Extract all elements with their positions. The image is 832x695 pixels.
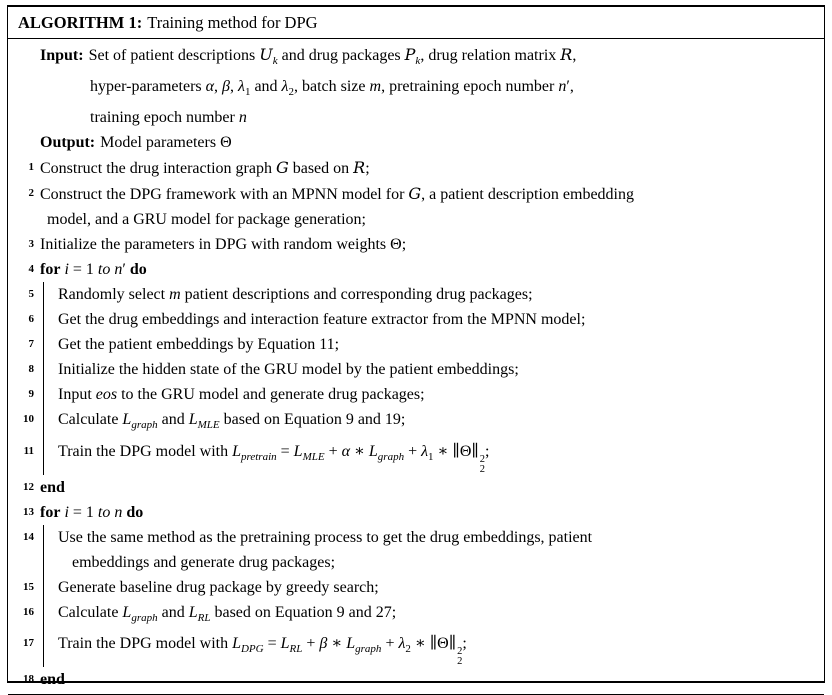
algo-line-3: [14, 232, 818, 257]
line-number: 18: [23, 673, 34, 686]
algo-line-6: [14, 307, 818, 332]
line-text: Use the same method as the pretraining process to get the drug embeddings, patient: [43, 525, 818, 550]
input-line-1: [40, 42, 818, 74]
line-text: end: [40, 478, 65, 496]
line-text: Train the DPG model with $L_{pretrain} = L_{MLE} + \alpha$ ∗ $L_{graph} + \lambda_1$ ∗ ∥Θ∥ 2 2 ;: [43, 439, 818, 475]
algo-line-10: [14, 407, 818, 438]
line-text: Randomly select m patient descriptions and corresponding drug packages;: [43, 282, 818, 307]
line-number: 10: [23, 413, 34, 426]
line-text: for i = 1 to n′ do: [40, 261, 147, 279]
line-number: 6: [28, 313, 34, 326]
input-text-1: Set of patient descriptions $U_k$ and drug packages $P_k$, drug relation matrix R,: [88, 45, 577, 68]
line-text: for i = 1 to n do: [40, 503, 144, 521]
line-text: Generate baseline drug package by greedy search;: [43, 575, 818, 600]
line-text: Get the drug embeddings and interaction feature extractor from the MPNN model;: [43, 307, 818, 332]
line-number: 9: [28, 388, 34, 401]
algo-line-1: [14, 155, 818, 181]
line-text: Initialize the parameters in DPG with random weights Θ;: [40, 236, 407, 254]
line-text: Calculate $L_{graph}$ and $L_{MLE}$ based on Equation 9 and 19;: [43, 407, 818, 438]
line-number: [14, 550, 34, 575]
algorithm-title: Training method for DPG: [147, 13, 318, 32]
line-number: 12: [23, 480, 34, 493]
line-number: 3: [28, 238, 34, 251]
line-number: [14, 207, 34, 232]
io-block: [40, 42, 818, 155]
algo-line-11: [14, 439, 818, 475]
input-label: Input:: [40, 47, 84, 64]
input-line-2: hyper-parameters α, β, $\lambda_1$ and $\lambda_2$, batch size m, pretraining epoch number n′,: [90, 78, 574, 99]
line-text: Get the patient embeddings by Equation 11;: [43, 332, 818, 357]
algo-line-2-cont: [14, 207, 818, 232]
algo-line-14: [14, 525, 818, 550]
line-number: 14: [23, 530, 34, 543]
line-text: Calculate $L_{graph}$ and $L_{RL}$ based on Equation 9 and 27;: [43, 600, 818, 631]
line-text: end: [40, 671, 65, 689]
algo-line-4-for: [14, 257, 818, 282]
algo-line-16: [14, 600, 818, 631]
output-line: [40, 130, 818, 155]
algorithm-body: [8, 39, 824, 694]
line-number: 2: [28, 187, 34, 200]
algo-line-9: [14, 382, 818, 407]
line-number: 4: [28, 263, 34, 276]
algo-line-15: [14, 575, 818, 600]
algorithm-number-label: ALGORITHM 1:: [18, 13, 143, 32]
line-text: Construct the drug interaction graph G based on R;: [40, 158, 370, 178]
line-text: embeddings and generate drug packages;: [43, 550, 818, 575]
algo-line-2: [14, 181, 818, 207]
line-number: 17: [23, 637, 34, 650]
line-number: 13: [23, 505, 34, 518]
output-text: Model parameters Θ: [100, 134, 232, 152]
line-number: 15: [23, 580, 34, 593]
line-number: 16: [23, 605, 34, 618]
algo-line-14-cont: [14, 550, 818, 575]
algo-line-12-end: [14, 475, 818, 500]
algorithm-box: [7, 5, 825, 689]
line-number: 8: [28, 363, 34, 376]
line-number: 11: [23, 444, 34, 457]
line-number: 5: [28, 288, 34, 301]
algo-line-5: [14, 282, 818, 307]
algo-line-18-end: [14, 667, 818, 692]
algorithm-header: [8, 7, 824, 39]
algo-line-7: [14, 332, 818, 357]
line-text: Train the DPG model with $L_{DPG} = L_{RL} + \beta$ ∗ $L_{graph} + \lambda_2$ ∗ ∥Θ∥ 2 2 ;: [43, 631, 818, 667]
algo-line-13-for: [14, 500, 818, 525]
line-number: 1: [28, 161, 34, 174]
line-text: Initialize the hidden state of the GRU model by the patient embeddings;: [43, 357, 818, 382]
line-text: Construct the DPG framework with an MPNN model for G, a patient description embedding: [40, 184, 634, 204]
line-text: model, and a GRU model for package generation;: [47, 211, 366, 229]
line-number: 7: [28, 338, 34, 351]
input-line-3: training epoch number n: [90, 109, 247, 127]
algo-line-17: [14, 631, 818, 667]
line-text: Input eos to the GRU model and generate drug packages;: [43, 382, 818, 407]
algo-line-8: [14, 357, 818, 382]
output-label: Output:: [40, 134, 96, 152]
